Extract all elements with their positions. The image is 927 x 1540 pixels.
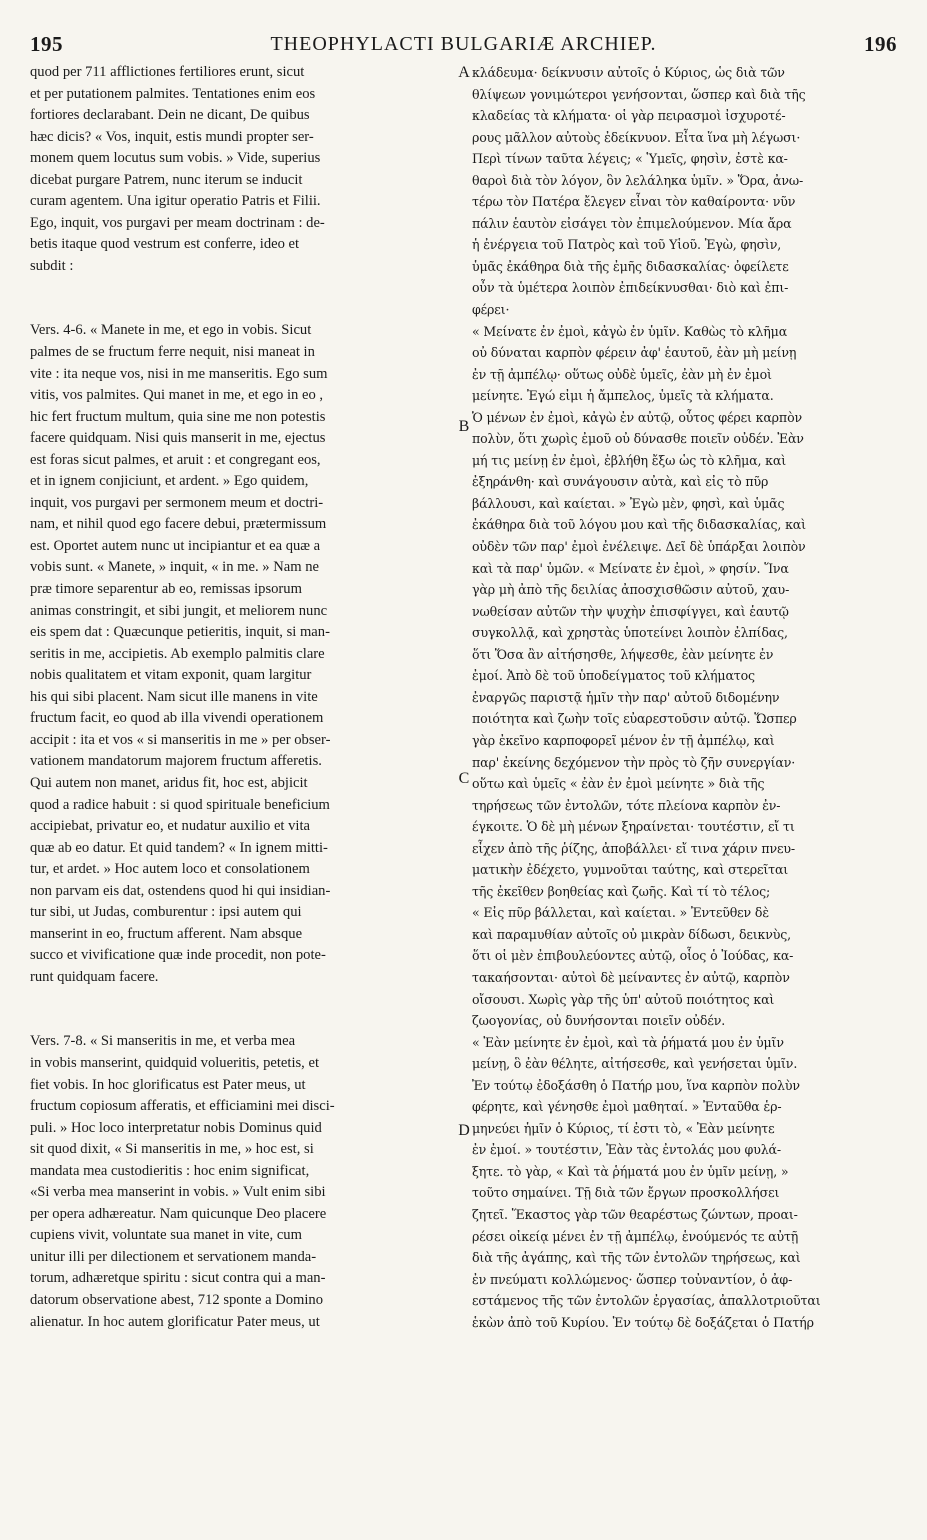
latin-text-line: palmes de se fructum ferre nequit, nisi maneat in: [30, 344, 315, 361]
greek-text-line: ἐν τῇ ἀμπέλῳ· οὕτως οὐδὲ ὑμεῖς, ἐὰν μὴ ἐν ἐμοὶ: [472, 366, 772, 382]
greek-text-line: μηνεύει ἡμῖν ὁ Κύριος, τί ἐστι τὸ, « Ἐὰν μείνητε: [472, 1120, 775, 1136]
greek-text-line: οὐ δύναται καρπὸν φέρειν ἀφ' ἑαυτοῦ, ἐὰν μὴ μείνῃ: [472, 345, 797, 361]
greek-text-line: ἐκάθηρα διὰ τοῦ λόγου μου καὶ τῆς διδασκαλίας, καὶ: [472, 517, 806, 533]
greek-text-line: « Εἰς πῦρ βάλλεται, καὶ καίεται. » Ἐντεῦθεν δὲ: [472, 905, 769, 921]
latin-text-line: hic fert fructum multum, quia sine me non potestis: [30, 408, 326, 425]
greek-text-line: μείνητε. Ἐγώ εἰμι ἡ ἄμπελος, ὑμεῖς τὰ κλήματα.: [472, 388, 774, 404]
greek-text-line: συγκολλᾷ, καὶ χρηστὰς ὑποτείνει λοιπὸν ἐλπίδας,: [472, 625, 788, 641]
latin-text-line: runt quidquam facere.: [30, 968, 159, 985]
greek-text-line: ἐμοί. Ἀπὸ δὲ τοῦ ὑποδείγματος τοῦ κλήματος: [472, 668, 755, 684]
paragraph-gap: [30, 277, 455, 320]
greek-text-line: τέρω τὸν Πατέρα ἔλεγεν εἶναι τὸν καθαίροντα· νῦν: [472, 194, 796, 210]
latin-text-line: et in ignem conjiciunt, et ardent. » Ego quidem,: [30, 473, 309, 490]
paragraph-gap: [30, 988, 455, 1031]
greek-text-line: ἐν πνεύματι κολλώμενος· ὥσπερ τοὐναντίον, ὁ ἀφ-: [472, 1271, 793, 1287]
page-number-left: 195: [30, 32, 63, 56]
greek-text-line: τηρήσεως τῶν ἐντολῶν, τότε πλείονα καρπὸν ἐν-: [472, 797, 781, 813]
greek-text-line: ὑμᾶς ἐκάθηρα διὰ τῆς ἐμῆς διδασκαλίας· ὀφείλετε: [472, 258, 789, 274]
greek-text-line: ὅτι οἱ μὲν ἐπιβουλεύοντες αὐτῷ, οἷος ὁ Ἰούδας, κα-: [472, 948, 794, 964]
greek-text-line: Ἐν τούτῳ ἐδοξάσθη ὁ Πατήρ μου, ἵνα καρπὸν πολὺν: [472, 1077, 800, 1093]
running-title: THEOPHYLACTI BULGARIÆ ARCHIEP.: [270, 33, 657, 55]
greek-text-line: εἶχεν ἀπὸ τῆς ῥίζης, ἀποβάλλει· εἴ τινα χάριν πνευ-: [472, 840, 795, 856]
greek-text-line: παρ' ἐκείνης δεχόμενον τὴν πρὸς τὸ ζῆν συνεργίαν·: [472, 754, 796, 770]
latin-text-line: manserint in eo, fructum afferent. Nam absque: [30, 925, 303, 942]
latin-text-line: hæc dicis? « Vos, inquit, estis mundi propter ser-: [30, 128, 314, 145]
margin-letter-d: D: [458, 1122, 470, 1139]
latin-text-line: succo et vivificatione quæ inde procedit, non pote-: [30, 947, 326, 964]
latin-text-line: sit quod dixit, « Si manseritis in me, » hoc est, si: [30, 1141, 314, 1158]
greek-text-line: έγκοιτε. Ὁ δὲ μὴ μένων ξηραίνεται· τουτέστιν, εἴ τι: [472, 819, 795, 835]
greek-text-line: ἡ ἐνέργεια τοῦ Πατρὸς καὶ τοῦ Υἱοῦ. Ἐγὼ, φησὶν,: [472, 237, 782, 253]
latin-text-line: fiet vobis. In hoc glorificatus est Pater meus, ut: [30, 1076, 306, 1093]
greek-text-line: κλάδευμα· δείκνυσιν αὐτοῖς ὁ Κύριος, ὡς διὰ τῶν: [472, 65, 785, 80]
greek-text-line: οὕτω καὶ ὑμεῖς « ἐὰν ἐν ἐμοὶ μείνητε » διὰ τῆς: [472, 776, 765, 792]
latin-text-line: Ego, inquit, vos purgavi per meam doctrinam : de-: [30, 214, 325, 231]
latin-text-line: alienatur. In hoc autem glorificatur Pater meus, ut: [30, 1313, 320, 1330]
greek-text-line: εστάμενος τῆς τῶν ἐντολῶν ἐργασίας, ἀπαλλοτριοῦται: [472, 1293, 821, 1309]
greek-text-line: μείνῃ, ὃ ἐὰν θέλητε, αἰτήσεσθε, καὶ γενήσεται ὑμῖν.: [472, 1056, 798, 1072]
latin-text-line: tur, et ardet. » Hoc autem loco et consolationem: [30, 861, 310, 878]
greek-text-line: οὖν τὰ ὑμέτερα λοιπὸν ἐπιδείκνυσθαι· διὸ καὶ ἐπι-: [472, 280, 789, 296]
latin-text-line: cupiens vivit, voluntate sua manet in vite, cum: [30, 1227, 302, 1244]
greek-text-line: οἴσουσι. Χωρὶς γὰρ τῆς ὑπ' αὐτοῦ ποιότητος καὶ: [472, 991, 775, 1007]
latin-text-line: est. Oportet autem nunc ut incipiantur et ea quæ a: [30, 537, 321, 554]
page-number-right: 196: [864, 32, 897, 56]
greek-text-line: ὅτι Ὅσα ἂν αἰτήσησθε, λήψεσθε, ἐὰν μείνητε ἐν: [472, 646, 774, 662]
latin-text-line: fructum facit, eo quod ab illa vivendi operationem: [30, 710, 324, 727]
latin-text-line: torum, adhæretque spiritu : sicut contra qui a man-: [30, 1270, 326, 1287]
latin-text-line: per opera adhæreatur. Nam quicunque Deo placere: [30, 1205, 327, 1222]
greek-text-line: τοῦτο σημαίνει. Τῇ διὰ τῶν ἔργων προσκολλήσει: [472, 1185, 780, 1201]
latin-text-line: est foras sicut palmes, et aruit : et congregant eos,: [30, 451, 321, 468]
margin-letter-c: C: [458, 770, 470, 787]
latin-text-line: dicebat purgare Patrem, nunc iterum se inducit: [30, 171, 303, 188]
margin-letters: [455, 0, 473, 1540]
greek-text-line: « Ἐὰν μείνητε ἐν ἐμοὶ, καὶ τὰ ῥήματά μου ἐν ὑμῖν: [472, 1034, 784, 1050]
latin-text-line: quod a radice habuit : si quod spirituale beneficium: [30, 796, 330, 813]
latin-text-line: accipit : ita et vos « si manseritis in me » per obser-: [30, 731, 331, 748]
greek-text-line: ζωογονίας, οὐ δυνήσονται ποιεῖν οὐδέν.: [472, 1013, 726, 1029]
latin-text-line: quod per 711 afflictiones fertiliores erunt, sicut: [30, 64, 305, 80]
latin-text-line: accipiebat, privatur eo, et nudatur auxilio et vita: [30, 818, 311, 835]
latin-text-line: datorum observatione abest, 712 sponte a Domino: [30, 1291, 324, 1308]
latin-text-line: Qui autem non manet, aridus fit, hoc est, abjicit: [30, 774, 308, 791]
greek-text-line: ἐναργῶς παριστᾷ ἡμῖν τὴν παρ' αὐτοῦ διδομένην: [472, 689, 780, 705]
margin-letter-a: A: [458, 64, 470, 81]
greek-text-line: « Μείνατε ἐν ἐμοὶ, κἀγὼ ἐν ὑμῖν. Καθὼς τὸ κλῆμα: [472, 323, 788, 339]
latin-text-line: fructum copiosum afferatis, et efficiamini mei disci-: [30, 1098, 335, 1115]
latin-text-line: nam, et nihil quod ego facere debui, prætermissum: [30, 516, 327, 533]
latin-text-line: inquit, vos purgavi per sermonem meum et doctri-: [30, 494, 324, 511]
greek-text-line: φέρει·: [472, 302, 510, 318]
greek-text-line: τῆς ἐκεῖθεν βοηθείας καὶ ζωῆς. Καὶ τί τὸ τέλος;: [472, 883, 771, 899]
latin-text-line: quæ ab eo datur. Et quid tandem? « In ignem mitti-: [30, 839, 328, 856]
latin-text-line: seritis in me, accipietis. Ab exemplo palmitis clare: [30, 645, 325, 662]
greek-text-line: βάλλουσι, καὶ καίεται. » Ἐγὼ μὲν, φησὶ, καὶ ὑμᾶς: [472, 495, 785, 511]
greek-text-line: Ὁ μένων ἐν ἐμοὶ, κἀγὼ ἐν αὐτῷ, οὗτος φέρει καρπὸν: [472, 409, 803, 425]
latin-text-line: «Si verba mea manserint in vobis. » Vult enim sibi: [30, 1184, 326, 1201]
greek-text-line: πάλιν ἑαυτὸν εἰσάγει τὸν ἐπιμελούμενον. Μία ἄρα: [472, 215, 792, 231]
greek-text-line: καὶ τὰ παρ' ὑμῶν. « Μείνατε ἐν ἐμοὶ, » φησίν. Ἵνα: [472, 560, 789, 576]
greek-text-line: ἐν ἐμοί. » τουτέστιν, Ἐὰν τὰς ἐντολάς μου φυλά-: [472, 1142, 781, 1158]
latin-text-line: puli. » Hoc loco interpretatur nobis Dominus quid: [30, 1119, 322, 1136]
greek-text-line: οὐδὲν τῶν παρ' ἐμοὶ ἐνέλειψε. Δεῖ δὲ ὑπάρξαι λοιπὸν: [472, 539, 806, 555]
greek-text-line: νωθείσαν αὐτῶν τὴν ψυχὴν ἐπισφίγγει, καὶ ἑαυτῷ: [472, 603, 789, 619]
latin-text-line: Vers. 4-6. « Manete in me, et ego in vobis. Sicut: [30, 322, 312, 339]
greek-text-line: θλίψεων γονιμώτεροι γενήσονται, ὥσπερ καὶ διὰ τῆς: [472, 86, 806, 102]
greek-text-line: ξητε. τὸ γὰρ, « Καὶ τὰ ῥήματά μου ἐν ὑμῖν μείνῃ, »: [472, 1163, 789, 1179]
latin-text-line: Vers. 7-8. « Si manseritis in me, et verba mea: [30, 1033, 296, 1050]
latin-text-line: his qui sibi placent. Nam sicut ille manens in vite: [30, 688, 318, 705]
latin-text-line: vobis sunt. « Manete, » inquit, « in me. » Nam ne: [30, 559, 320, 576]
greek-text-line: καὶ παραμυθίαν αὐτοῖς οὐ μικρὰν δίδωσι, δεικνὺς,: [472, 926, 792, 942]
greek-text-line: ρους μᾶλλον αὐτοὺς ἐδείκνυον. Εἶτα ἵνα μὴ λέγωσι·: [472, 129, 801, 145]
latin-text-line: mandata mea custodieritis : hoc enim significat,: [30, 1162, 310, 1179]
greek-text-line: ποιότητα καὶ ζωὴν τοῖς εὐαρεστοῦσιν αὐτῷ. Ὥσπερ: [472, 711, 797, 727]
latin-text-line: curam agentem. Una igitur operatio Patris et Filii.: [30, 193, 321, 210]
greek-text-line: διὰ τῆς ἀγάπης, καὶ τῆς τῶν ἐντολῶν τηρήσεως, καὶ: [472, 1250, 801, 1266]
greek-text-line: γὰρ ἐκεῖνο καρποφορεῖ μένον ἐν τῇ ἀμπέλῳ, καὶ: [472, 732, 775, 748]
latin-text-line: eis spem dat : Quæcunque petieritis, inquit, si man-: [30, 624, 330, 641]
latin-text-line: præ timore separentur ab eo, remissas ipsorum: [30, 581, 302, 598]
greek-text-line: φέρητε, καὶ γένησθε ἐμοὶ μαθηταί. » Ἐνταῦθα ἑρ-: [472, 1099, 782, 1115]
latin-text-line: vationem mandatorum majorem fructum afferetis.: [30, 753, 322, 770]
latin-text-line: vitis, vos palmites. Qui manet in me, et ego in eo ,: [30, 387, 324, 404]
greek-text-line: θαροὶ διὰ τὸν λόγον, ὃν λελάληκα ὑμῖν. » Ὅρα, ἀνω-: [472, 172, 804, 188]
latin-text-line: unitur illi per dilectionem et servationem manda-: [30, 1248, 317, 1265]
latin-text-line: subdit :: [30, 257, 74, 274]
margin-letter-b: B: [458, 418, 470, 435]
latin-text-line: nobis qualitatem et vitam exponit, quam largitur: [30, 667, 312, 684]
greek-text-line: πολὺν, ὅτι χωρὶς ἐμοῦ οὐ δύνασθε ποιεῖν οὐδέν. Ἐὰν: [472, 431, 804, 447]
greek-column: [472, 62, 900, 1333]
latin-text-line: animas constringit, et sibi jungit, et meliorem nunc: [30, 602, 328, 619]
latin-text-line: betis itaque quod vestrum est conferre, ideo et: [30, 236, 300, 253]
greek-text-line: ἐξηράνθη· καὶ συνάγουσιν αὐτὰ, καὶ εἰς τὸ πῦρ: [472, 474, 769, 490]
latin-text-line: facere quidquam. Nisi quis manserit in me, ejectus: [30, 430, 326, 447]
greek-text-line: ρέσει οἰκείᾳ μένει ἐν τῇ ἀμπέλῳ, ἑνούμενός τε αὐτῇ: [472, 1228, 799, 1244]
latin-text-line: et per putationem palmites. Tentationes enim eos: [30, 85, 316, 102]
greek-text-line: ἑκὼν ἀπὸ τοῦ Κυρίου. Ἐν τούτῳ δὲ δοξάζεται ὁ Πατήρ: [472, 1314, 814, 1330]
latin-text-line: tur sibi, ut Judas, comburentur : ipsi autem qui: [30, 904, 302, 921]
latin-text-line: in vobis manserint, quidquid volueritis, petetis, et: [30, 1054, 320, 1071]
greek-text-line: ματικὴν ἐδέχετο, γυμνοῦται ταύτης, καὶ στερεῖται: [472, 862, 789, 878]
latin-text-line: vite : ita neque vos, nisi in me manseritis. Ego sum: [30, 365, 328, 382]
greek-text-line: Περὶ τίνων ταῦτα λέγεις; « Ὑμεῖς, φησὶν, ἐστὲ κα-: [472, 151, 788, 167]
latin-text-line: non parvam eis dat, ostendens quod hi qui insidian-: [30, 882, 331, 899]
greek-text-line: ζητεῖ. Ἕκαστος γὰρ τῶν θεαρέστως ζώντων, προαι-: [472, 1206, 798, 1222]
latin-column: [30, 62, 455, 1333]
latin-text-line: monem quem locutus sum vobis. » Vide, superius: [30, 150, 321, 167]
greek-text-line: μή τις μείνῃ ἐν ἐμοὶ, ἐβλήθη ἔξω ὡς τὸ κλῆμα, καὶ: [472, 452, 787, 468]
greek-text-line: γὰρ μὴ ἀπὸ τῆς δειλίας ἀποσχισθῶσιν αὐτοῦ, χαυ-: [472, 582, 790, 598]
latin-text-line: fortiores declarabant. Dein ne dicant, De quibus: [30, 107, 310, 124]
greek-text-line: τακαήσονται· αὐτοὶ δὲ μείναντες ἐν αὐτῷ, καρπὸν: [472, 969, 790, 985]
greek-text-line: κλαδείας τὰ κλήματα· οἱ γὰρ πειρασμοὶ ἰσχυροτέ-: [472, 108, 786, 124]
